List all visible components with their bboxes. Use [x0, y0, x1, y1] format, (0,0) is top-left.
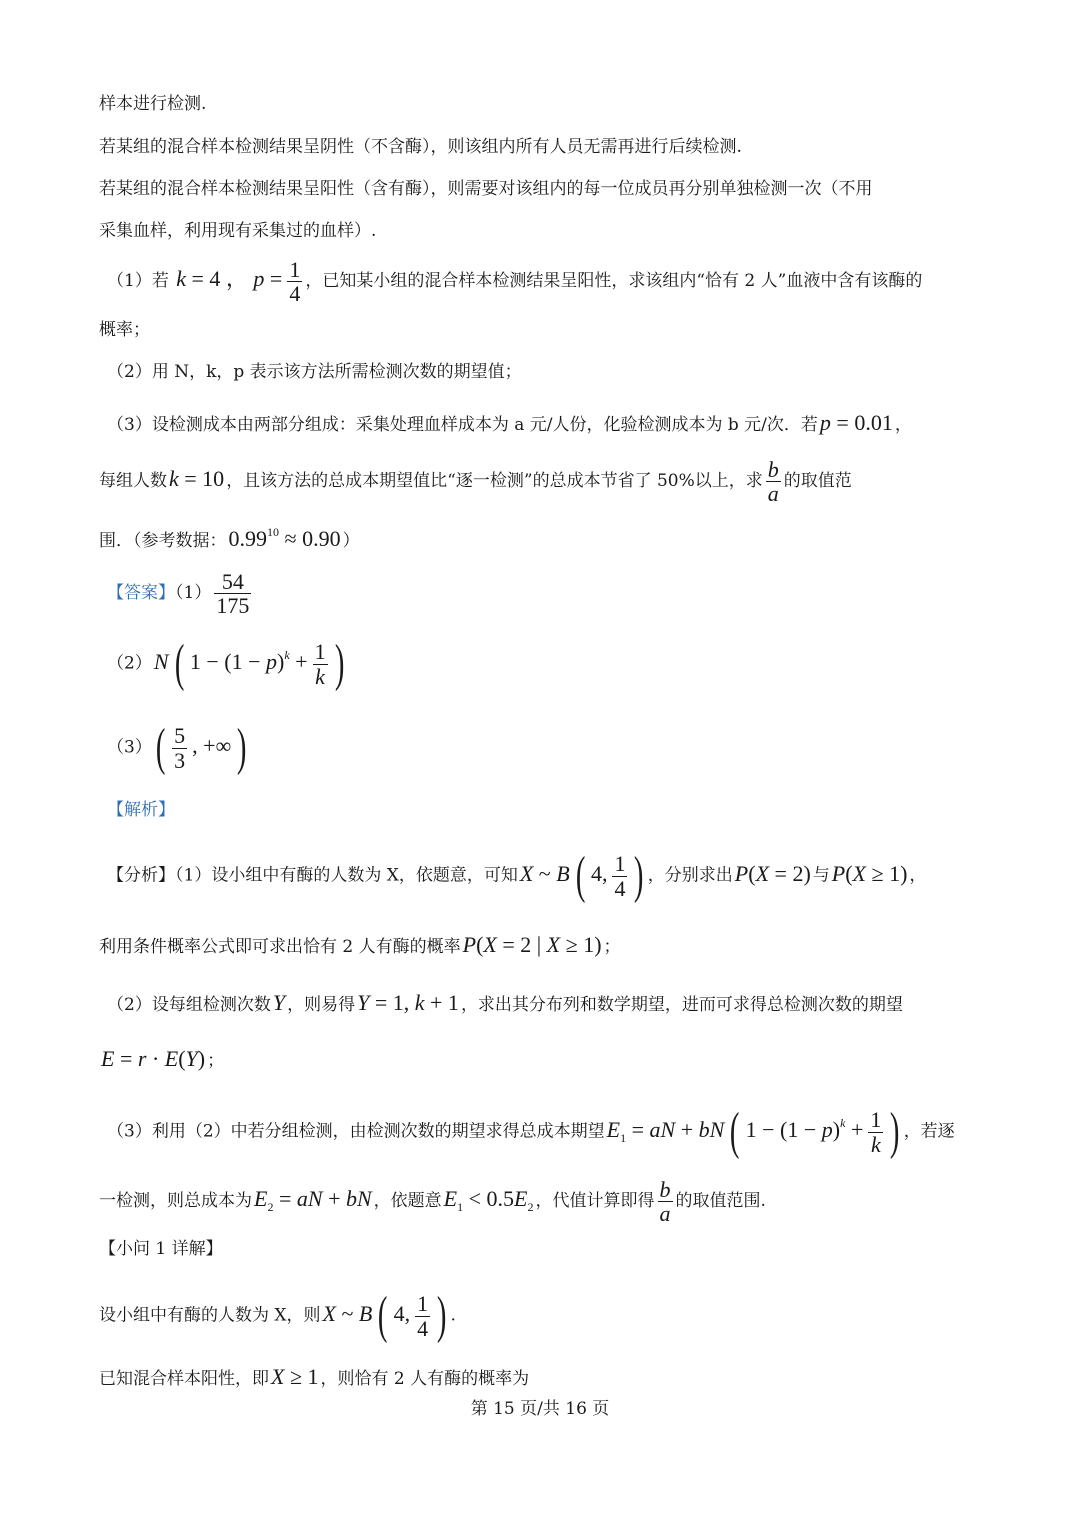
question-3-line-3: 围．（参考数据：$0.99^{10} \approx 0.90$ ） — [99, 525, 360, 551]
fraction: $\frac{1}{4}$ — [289, 257, 301, 307]
question-text: ，且该方法的总成本期望值比“逐一检测”的总成本节省了 50%以上，求 — [226, 471, 763, 492]
analysis-1-line-2: 利用条件概率公式即可求出恰有 2 人有酶的概率P(X = 2 | X ≥ 1) ； — [99, 932, 621, 957]
question-1 — [107, 258, 922, 305]
analysis-3-line-2: 一检测，则总成本为$E_2$ = aN + bN ，依题意$E_1 < 0.5E_2$ ，代值计算即得 $\frac{b}{a}$ 的取值范围. — [99, 1177, 766, 1227]
question-text: 围．（参考数据： — [99, 531, 227, 551]
text-line: 若某组的混合样本检测结果呈阳性（含有酶），则需要对该组内的每一位成员再分别单独检测一次（不用 — [99, 179, 873, 199]
fraction: $\frac{5}{3}$ — [174, 723, 186, 773]
answer-tag: 【答案】 — [107, 583, 175, 604]
analysis-2: （2）设每组检测次数Y ，则易得Y = 1, k + 1 ，求出其分布列和数学期望，进而可求得总检测次数的期望 — [107, 990, 903, 1015]
subquestion-tag: 【小问 1 详解】 — [99, 1239, 223, 1259]
analysis-tag: 【解析】 — [107, 800, 175, 820]
analysis-1: 【分析】（1）设小组中有酶的人数为 X，依题意，可知X ~ B ( 4, $\frac{1}{4}$ ) ，分别求出P(X = 2) 与P(X ≥ 1) ， — [107, 847, 927, 904]
question-text: ，已知某小组的混合样本检测结果呈阳性，求该组内“恰有 2 人”血液中含有该酶的 — [305, 271, 923, 292]
question-3: （3）设检测成本由两部分组成：采集处理血样成本为 a 元/人份，化验检测成本为 b 元/次．若p = 0.01 ， — [107, 410, 912, 435]
answer-2: （2）N ( $1 - (1 - p)^k$ + $\frac{1}{k}$ ) — [107, 635, 344, 692]
question-text: 的取值范 — [783, 471, 852, 492]
fraction: $\frac{54}{175}$ — [216, 569, 250, 619]
question-text: （3）设检测成本由两部分组成：采集处理血样成本为 a 元/人份，化验检测成本为 b 元/次．若 — [107, 415, 818, 435]
answer-3: （3）( $\frac{5}{3}$ , +∞ ) — [107, 719, 247, 776]
math-expression: k = 4 ， p = — [176, 266, 283, 292]
fraction: $\frac{1}{4}$ — [614, 851, 626, 901]
answer-1: 【答案】（1） $\frac{54}{175}$ — [107, 569, 250, 619]
analysis-3: （3）利用（2）中若分组检测，由检测次数的期望求得总成本期望$E_1$ = aN + bN ( $1 - (1 - p)^k$ + $\frac{1}{k}$ ) ，若逐 — [107, 1103, 955, 1160]
question-text: 每组人数 — [99, 471, 167, 492]
text-line: 采集血样，利用现有采集过的血样）. — [99, 221, 377, 241]
question-2: （2）用 N，k，p 表示该方法所需检测次数的期望值； — [107, 362, 522, 382]
fraction: $\frac{1}{k}$ — [314, 639, 326, 689]
solution-line: 设小组中有酶的人数为 X，则X ~ B ( 4, $\frac{1}{4}$ ) . — [99, 1287, 456, 1344]
fraction: $\frac{b}{a}$ — [767, 457, 779, 507]
fraction: $\frac{1}{4}$ — [417, 1291, 429, 1341]
question-text: （1）若 — [107, 271, 169, 292]
text-line: 若某组的混合样本检测结果呈阴性（不含酶），则该组内所有人员无需再进行后续检测. — [99, 137, 742, 157]
analysis-2-line-2: E = r · E(Y) ； — [101, 1046, 225, 1071]
fraction: $\frac{1}{k}$ — [870, 1107, 882, 1157]
question-3-line-2: 每组人数k = 10 ，且该方法的总成本期望值比“逐一检测”的总成本节省了 50%以上，求 $\frac{b}{a}$ 的取值范 — [99, 457, 852, 507]
page-footer: 第 15 页/共 16 页 — [470, 1399, 610, 1419]
text-line: 样本进行检测. — [99, 94, 207, 114]
fraction: $\frac{b}{a}$ — [659, 1177, 671, 1227]
solution-line: 已知混合样本阳性，即X ≥ 1 ，则恰有 2 人有酶的概率为 — [99, 1364, 530, 1389]
text-line: 概率； — [99, 320, 150, 340]
analysis-tag-2: 【分析】 — [107, 865, 175, 886]
